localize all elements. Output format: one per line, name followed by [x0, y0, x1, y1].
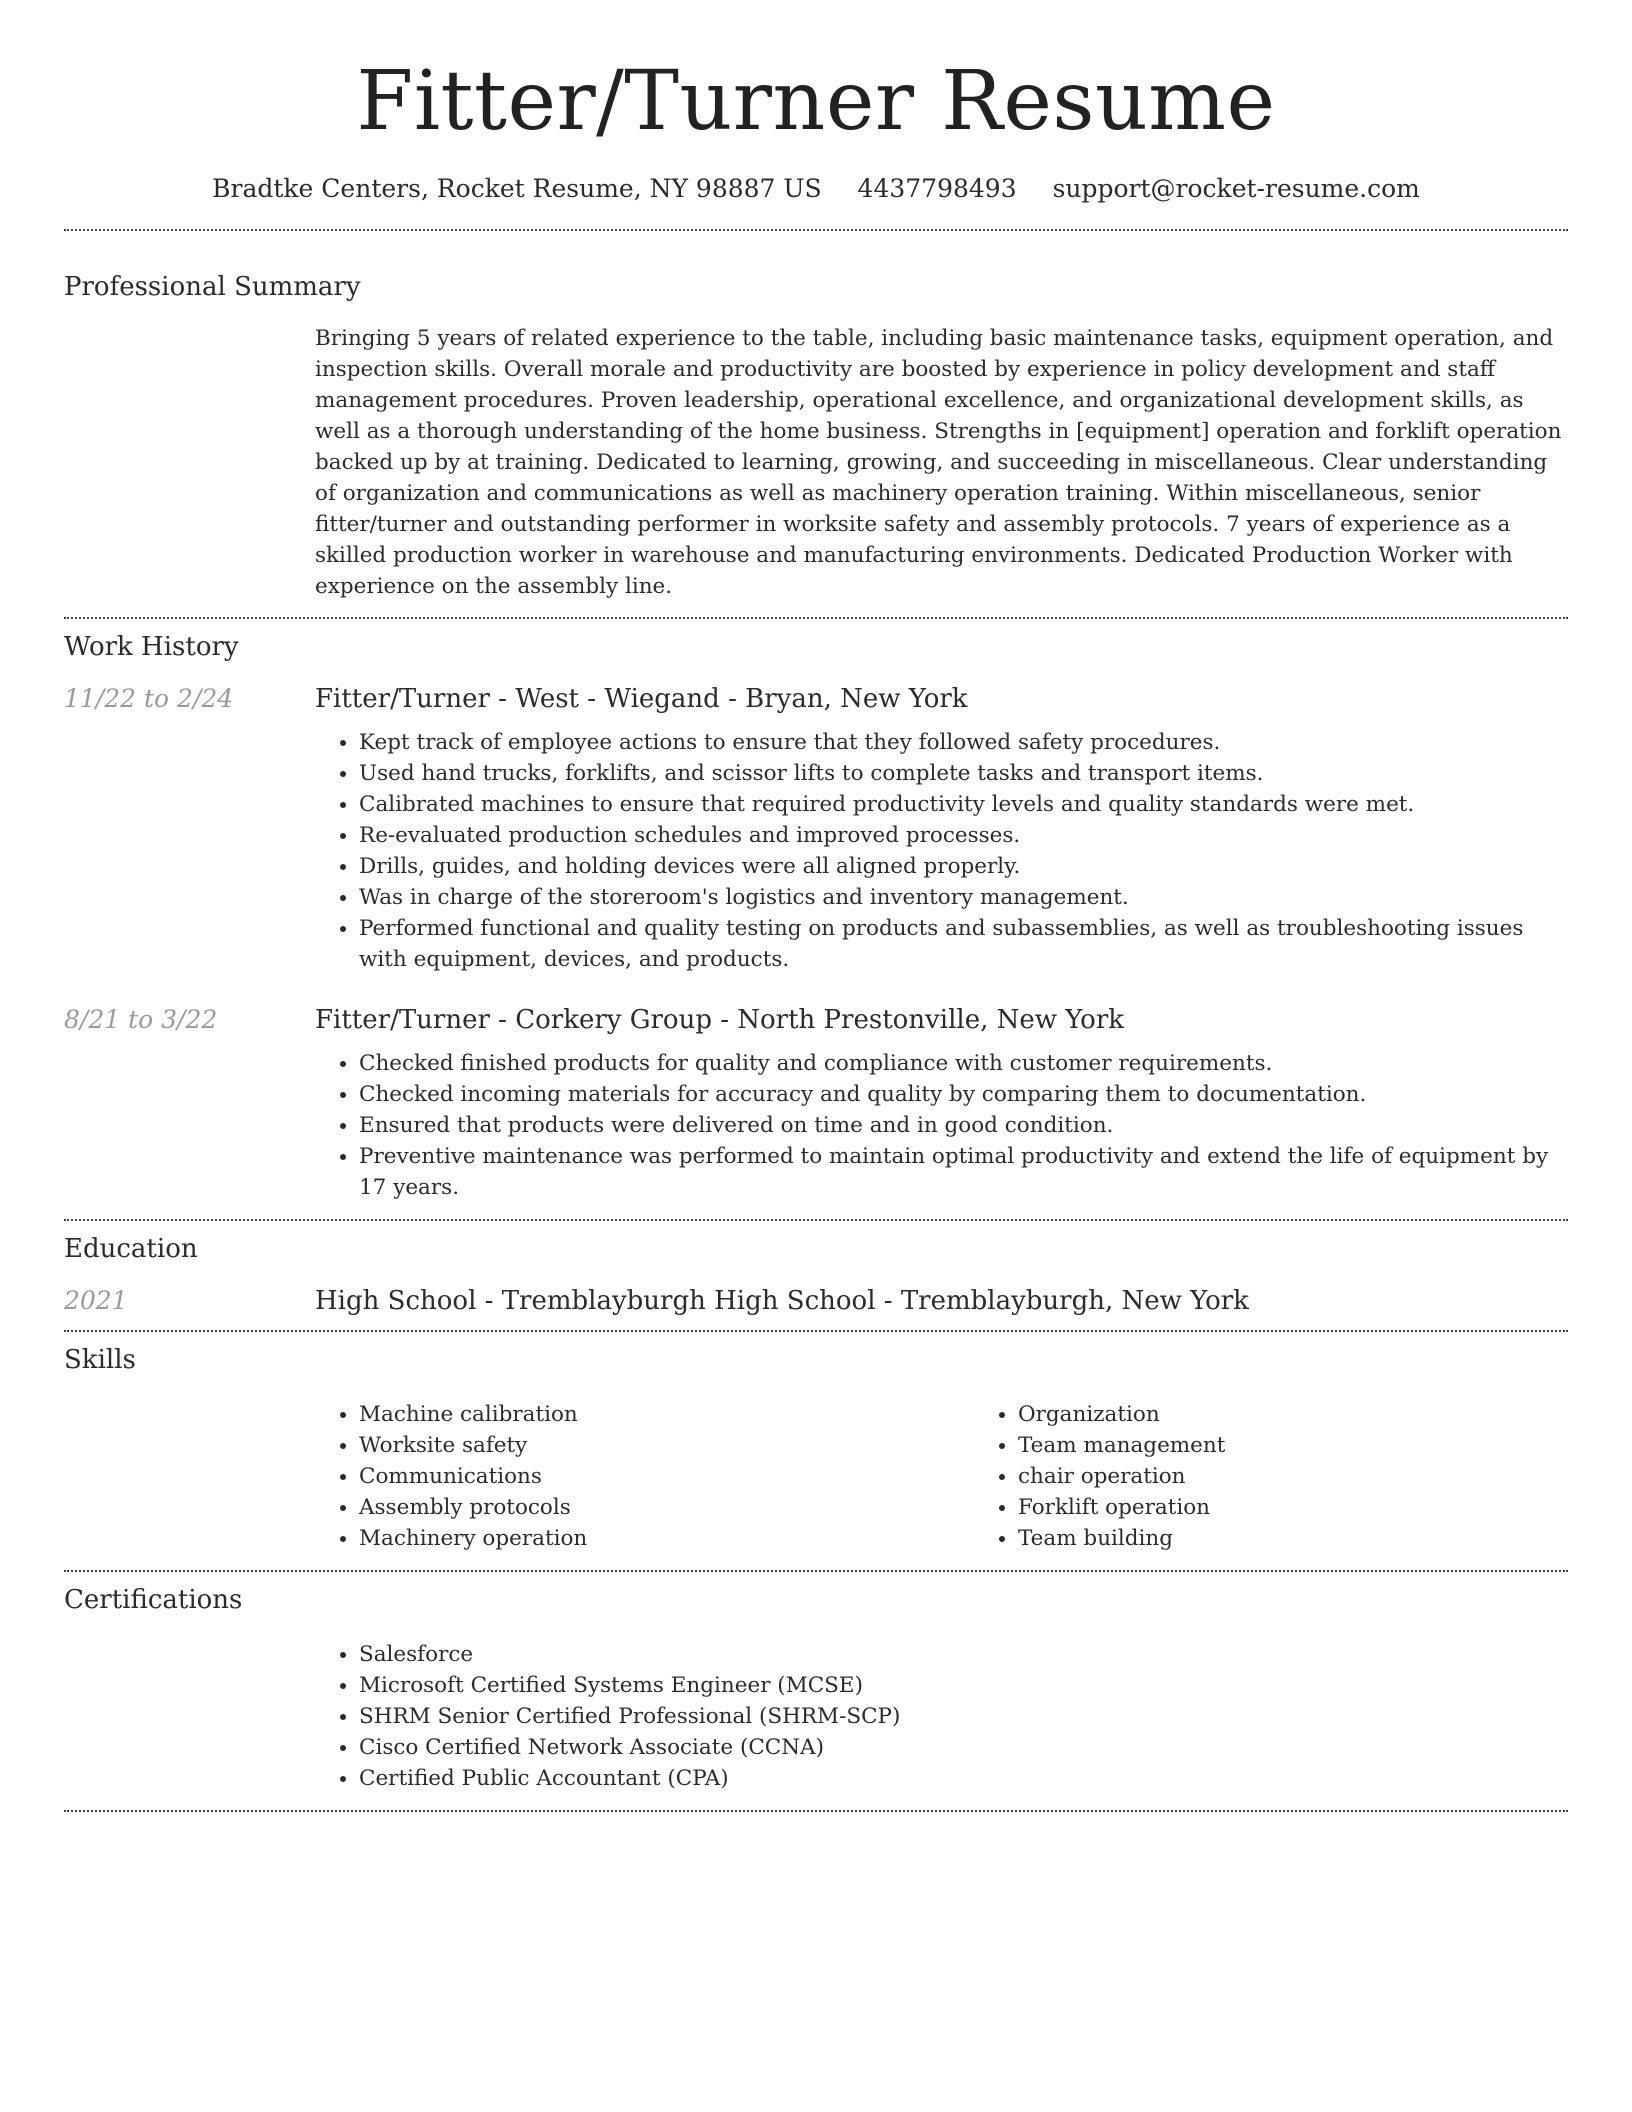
summary-text: Bringing 5 years of related experience to the table, including basic maintenance tasks, equipment operation, and inspection skills. Overall morale and productivity are boosted by experience in policy development and staff management procedures. Proven leadership, operational excellence, and organizational development skills, as well as a thorough understanding of the home business. Strengths in [equipment] operation and forklift operation backed up by at training. Dedicated to learning, growing, and succeeding in miscellaneous. Clear understanding of organization and communications as well as machinery operation training. Within miscellaneous, senior fitter/turner and outstanding performer in worksite safety and assembly protocols. 7 years of experience as a skilled production worker in warehouse and manufacturing environments. Dedicated Production Worker with experience on the assembly line.	[315, 326, 1562, 599]
certification-item: • Salesforce	[359, 1639, 1568, 1670]
job-entry	[64, 684, 1568, 975]
job-bullet: • Preventive maintenance was performed to maintain optimal productivity and extend the life of equipment by 17 years.	[359, 1141, 1568, 1203]
contact-line	[64, 172, 1568, 206]
job-dates: 11/22 to 2/24	[64, 684, 234, 713]
contact-phone: 4437798493	[857, 174, 1017, 203]
divider	[64, 1810, 1568, 1812]
certifications-list	[315, 1639, 1568, 1794]
education-section	[64, 1232, 1568, 1316]
education-entry: High School - Tremblayburgh High School - Tremblayburgh, New York	[315, 1286, 1249, 1316]
skills-heading: Skills	[64, 1345, 136, 1375]
skill-item: • Communications	[359, 1461, 974, 1492]
job-bullets	[315, 1048, 1568, 1203]
certifications-heading: Certifications	[64, 1585, 243, 1615]
skill-item: • Machine calibration	[359, 1399, 974, 1430]
job-bullets	[315, 727, 1568, 975]
job-bullet: • Ensured that products were delivered on time and in good condition.	[359, 1110, 1568, 1141]
job-bullet: • Performed functional and quality testing on products and subassemblies, as well as troubleshooting issues with equipment, devices, and products.	[359, 913, 1568, 975]
certification-item: • Certified Public Accountant (CPA)	[359, 1763, 1568, 1794]
summary-heading: Professional Summary	[64, 272, 361, 302]
divider	[64, 229, 1568, 231]
job-bullet: • Used hand trucks, forklifts, and scissor lifts to complete tasks and transport items.	[359, 758, 1568, 789]
skills-section	[64, 1343, 1568, 1554]
certification-item: • Microsoft Certified Systems Engineer (MCSE)	[359, 1670, 1568, 1701]
education-year: 2021	[64, 1286, 128, 1315]
work-history-section	[64, 630, 1568, 1203]
education-heading: Education	[64, 1234, 198, 1264]
skill-item: • Team building	[1018, 1523, 1632, 1554]
summary-section	[64, 270, 1568, 602]
job-bullet: • Checked incoming materials for accuracy and quality by comparing them to documentation.	[359, 1079, 1568, 1110]
skills-list-left	[315, 1399, 974, 1554]
skill-item: • Team management	[1018, 1430, 1632, 1461]
certifications-section	[64, 1583, 1568, 1794]
job-bullet: • Was in charge of the storeroom's logistics and inventory management.	[359, 882, 1568, 913]
resume-title: Fitter/Turner Resume	[356, 54, 1276, 149]
divider	[64, 1219, 1568, 1221]
contact-address: Bradtke Centers, Rocket Resume, NY 98887 US	[212, 174, 822, 203]
job-title: Fitter/Turner - West - Wiegand - Bryan, New York	[315, 684, 968, 714]
divider	[64, 617, 1568, 619]
job-bullet: • Checked finished products for quality and compliance with customer requirements.	[359, 1048, 1568, 1079]
skill-item: • Machinery operation	[359, 1523, 974, 1554]
job-bullet: • Calibrated machines to ensure that required productivity levels and quality standards were met.	[359, 789, 1568, 820]
job-bullet: • Kept track of employee actions to ensure that they followed safety procedures.	[359, 727, 1568, 758]
divider	[64, 1570, 1568, 1572]
divider	[64, 1330, 1568, 1332]
skill-item: • Assembly protocols	[359, 1492, 974, 1523]
skill-item: • Forklift operation	[1018, 1492, 1632, 1523]
work-history-heading: Work History	[64, 632, 239, 662]
job-dates: 8/21 to 3/22	[64, 1005, 218, 1034]
skill-item: • Organization	[1018, 1399, 1632, 1430]
certification-item: • SHRM Senior Certified Professional (SHRM-SCP)	[359, 1701, 1568, 1732]
skills-list-right	[974, 1399, 1632, 1554]
certification-item: • Cisco Certified Network Associate (CCNA)	[359, 1732, 1568, 1763]
contact-email: support@rocket-resume.com	[1052, 174, 1420, 203]
skill-item: • chair operation	[1018, 1461, 1632, 1492]
skill-item: • Worksite safety	[359, 1430, 974, 1461]
job-bullet: • Drills, guides, and holding devices were all aligned properly.	[359, 851, 1568, 882]
job-entry	[64, 1005, 1568, 1203]
job-title: Fitter/Turner - Corkery Group - North Prestonville, New York	[315, 1005, 1125, 1035]
job-bullet: • Re-evaluated production schedules and improved processes.	[359, 820, 1568, 851]
